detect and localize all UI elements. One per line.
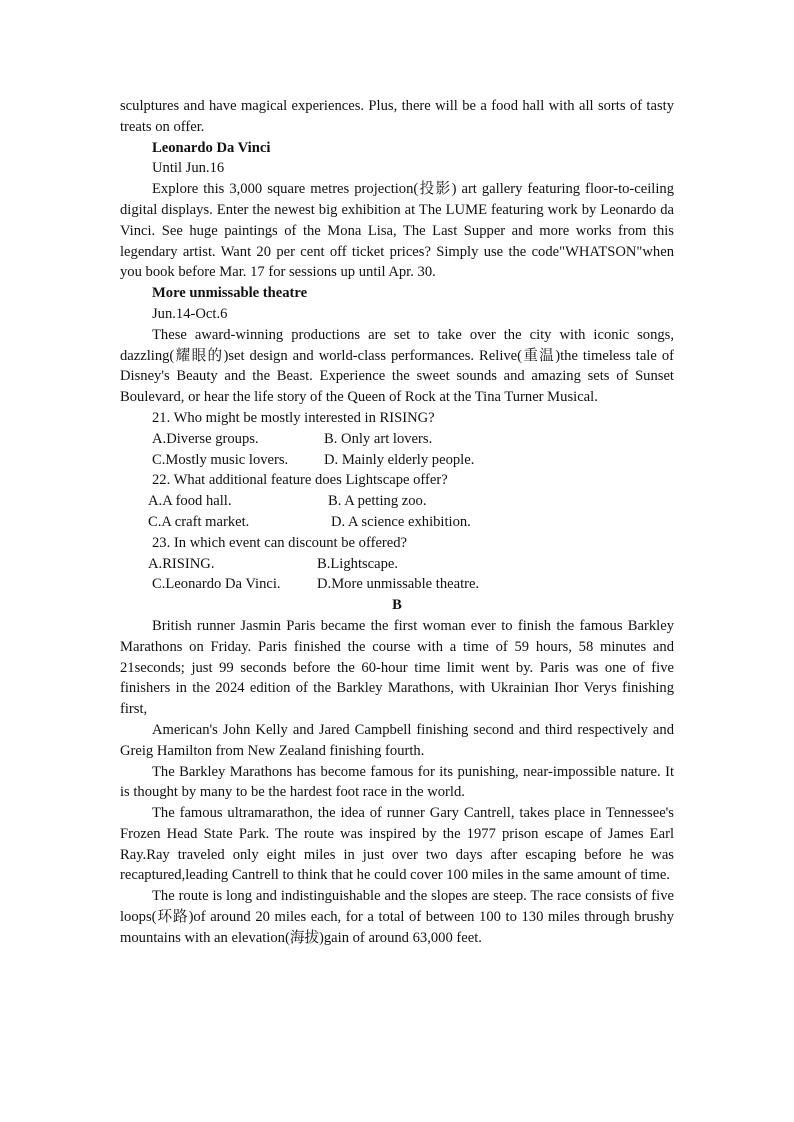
question-options-23-row2 [120, 574, 674, 595]
event-description-theatre: These award-winning productions are set to take over the city with iconic songs, dazzling(耀眼的)set design and world-class performances. Relive(重温)the timeless tale of Disney's Beauty and the Beast. Experience the sweet sounds and amazing sets of Sunset Boulevard, or hear the life story of the Queen of Rock at the Tina Turner Musical. [120, 326, 674, 406]
question-options-22-row2 [120, 512, 674, 533]
option-a: A.Diverse groups. [152, 430, 259, 447]
question-options-21-row1 [120, 429, 674, 450]
option-b: B.Lightscape. [317, 555, 399, 572]
section-heading-leonardo: Leonardo Da Vinci [152, 139, 271, 156]
passage-paragraph: The Barkley Marathons has become famous for its punishing, near-impossible nature. It is thought by many to be the hardest foot race in the world. [120, 763, 674, 801]
option-a: A.A food hall. [148, 493, 232, 510]
question-stem-21: 21. Who might be mostly interested in RISING? [152, 409, 435, 426]
section-letter-b: B [392, 597, 402, 614]
option-b: B. A petting zoo. [328, 493, 427, 510]
passage-paragraph: The route is long and indistinguishable and the slopes are steep. The race consists of five loops(环路)of around 20 miles each, for a total of between 100 to 130 miles through brushy mountains with an elevation(海拔)gain of around 63,000 feet. [120, 888, 674, 946]
event-description-leonardo: Explore this 3,000 square metres projection(投影) art gallery featuring floor-to-ceiling digital displays. Enter the newest big exhibition at The LUME featuring work by Leonardo da Vinci. See huge paintings of the Mona Lisa, The Last Supper and more works from this legendary artist. Want 20 per cent off ticket prices? Simply use the code"WHATSON"when you book before Mar. 17 for sessions up until Apr. 30. [120, 181, 674, 281]
passage-paragraph: American's John Kelly and Jared Campbell finishing second and third respectively and Greig Hamilton from New Zealand finishing fourth. [120, 721, 674, 759]
section-heading-theatre: More unmissable theatre [152, 285, 308, 302]
question-options-23-row1 [120, 554, 674, 575]
event-date-theatre: Jun.14-Oct.6 [152, 305, 228, 322]
question-options-22-row1 [120, 491, 674, 512]
passage-paragraph: The famous ultramarathon, the idea of runner Gary Cantrell, takes place in Tennessee's Frozen Head State Park. The route was inspired by the 1977 prison escape of James Earl Ray.Ray traveled only eight miles in just over two days after escaping before he was recaptured,leading Cantrell to think that he could cover 100 miles in the same amount of time. [120, 805, 674, 884]
option-a: A.RISING. [148, 555, 215, 572]
continued-paragraph: sculptures and have magical experiences. Plus, there will be a food hall with all sorts of tasty treats on offer. [120, 98, 674, 135]
option-d: D. A science exhibition. [331, 513, 471, 530]
event-date-leonardo: Until Jun.16 [152, 160, 225, 177]
option-c: C.Mostly music lovers. [152, 451, 289, 468]
question-options-21-row2 [120, 450, 674, 471]
option-c: C.A craft market. [148, 513, 250, 530]
question-stem-23: 23. In which event can discount be offered? [152, 534, 408, 551]
option-d: D.More unmissable theatre. [317, 576, 480, 593]
option-d: D. Mainly elderly people. [324, 451, 475, 468]
passage-paragraph: British runner Jasmin Paris became the first woman ever to finish the famous Barkley Marathons on Friday. Paris finished the course with a time of 59 hours, 58 minutes and 21seconds; just 99 seconds before the 60-hour time limit went by. Paris was one of five finishers in the 2024 edition of the Barkley Marathons, with Ukrainian Ihor Verys finishing first, [120, 617, 674, 718]
option-b: B. Only art lovers. [324, 430, 433, 447]
option-c: C.Leonardo Da Vinci. [152, 576, 281, 593]
document-page [120, 96, 674, 949]
question-stem-22: 22. What additional feature does Lightscape offer? [152, 472, 448, 489]
